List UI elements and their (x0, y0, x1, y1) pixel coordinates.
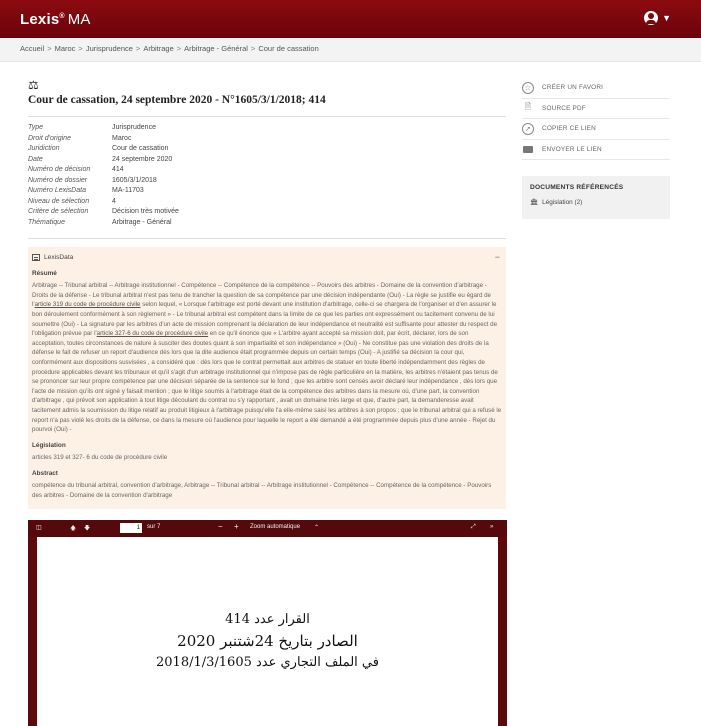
legislation-ref-label: Législation (2) (542, 198, 583, 206)
zoom-caret-icon: ⌃ (314, 525, 320, 531)
meta-row (28, 186, 506, 197)
meta-key: Numéro de décision (28, 166, 91, 173)
zoom-in-button[interactable]: + (234, 522, 239, 531)
meta-key: Type (28, 124, 44, 131)
meta-key: Numéro LexisData (28, 187, 86, 194)
meta-row (28, 176, 506, 187)
link-icon: ➚ (522, 123, 534, 135)
resume-text (32, 281, 502, 435)
pdf-viewer (28, 520, 507, 726)
pdf-icon: 🗎 (524, 102, 532, 112)
legislation-text: articles 319 et 327- 6 du code de procédure civile (32, 454, 168, 462)
meta-value: 414 (112, 166, 124, 173)
breadcrumb-separator: > (135, 44, 141, 53)
meta-key: Niveau de sélection (28, 197, 90, 205)
action-label: CRÉER UN FAVORI (542, 84, 604, 92)
case-file-line: في الملف التجاري عدد 2018/1/3/1605 (156, 655, 379, 670)
breadcrumb-separator: > (250, 44, 256, 53)
breadcrumb (0, 38, 701, 62)
meta-value: 4 (112, 197, 116, 205)
previous-page-icon[interactable]: 🡅 (70, 526, 77, 532)
user-menu[interactable] (644, 11, 671, 25)
logo-text: Lexis (20, 10, 60, 28)
mail-icon (523, 146, 533, 153)
divider (28, 116, 506, 117)
send-link-button[interactable] (522, 140, 670, 161)
action-label: COPIER CE LIEN (542, 125, 596, 133)
resume-part: selon lequel, « Lorsque l'arbitrage est porté devant une institution d'arbitrage, celle-ci se chargera de l'organiser et d'en assurer le bon déroulement conformément à son règlement » - Le tribunal arbitral est compétent dans la limite de ce que les parties ont expressément ou tacitement convenu de lui soumettre (Oui) - La signature par les arbitres d'un acte de mission comprenant la déclaration de leur indépendance et neutralité est suffisante pour attester du respect de l'obligation prévue par l' (32, 301, 498, 338)
lexisdata-title-text: LexisData (44, 254, 74, 261)
breadcrumb-separator: > (47, 44, 52, 53)
article-327-6-link[interactable]: article 327-6 du code de procédure civile (96, 330, 209, 338)
meta-key: Droit d'origine (28, 134, 71, 142)
pdf-toolbar (28, 520, 507, 537)
resume-part: en ce qu'il énonce que « L'arbitre ayant accepté sa mission doit, par écrit, déclarer, lors de son acceptation, toutes circonstances de nature à susciter des doutes quant à son impartialité et son indépendance » (Oui) - Ne constitue pas une violation des droits de la défense le fait de refuser un report d'audience dès lors que la dite audience était programmée depuis un certain temps (Oui) - A justifié sa décision la cour qui, conformément aux dispositions susvisées , a considéré que : dès lors que le contrat permettait aux arbitres de statuer en toute liberté indépendamment des règles de procédure applicables devant les tribunaux et qu'il s'agit d'un arbitrage institutionnel qui n'impose pas de règle particulière en la matière, les arbitres n'étaient pas tenus de se prononcer sur leur propre compétence par une décision séparée de la sentence sur le fond ; que les arbitre sont censés avoir déclaré leur indépendance , dès lors que l'acte de mission qu'ils ont signé y faisait mention ; que le litige soumis à l'arbitrage était de la compétence des arbitres dans la mesure où, d'une part, la convention d'arbitrage , qui prévoit son application à tout litige découlant du contrat ou s'y rapportant , avait un domaine très large et que, d'autre part, la demanderesse avait tacitement admis la soumission du litige relatif au produit litigieux à l'arbitrage puisqu'elle l'a elle-même saisi les arbitres à son propos ; que le tribunal arbitral qui a refusé le report n'a pas violé les droits de la défense, ce dans la mesure où l'audience pour laquelle le report a été demandé a été programmée depuis plus d'une année - Rejet du pourvoi (Oui) - (32, 330, 502, 434)
institution-icon: 🏛 (530, 199, 539, 206)
meta-key: Numéro de dossier (28, 176, 88, 184)
page-title: Cour de cassation, 24 septembre 2020 - N°1605/3/1/2018; 414 (28, 94, 326, 106)
zoom-out-button[interactable]: − (218, 522, 223, 531)
decision-date-line: الصادر بتاريخ 24شتنبر 2020 (177, 632, 358, 650)
meta-value: 1605/3/1/2018 (112, 176, 157, 184)
resume-label: Résumé (32, 269, 57, 277)
collapse-toggle[interactable]: − (494, 252, 500, 262)
action-label: SOURCE PDF (542, 104, 586, 112)
zoom-select[interactable]: Zoom automatique (250, 524, 301, 530)
page-number-input[interactable]: 1 (120, 523, 142, 533)
meta-key: Thématique (28, 218, 65, 226)
tools-menu-icon[interactable]: » (490, 524, 494, 530)
source-pdf-button[interactable] (522, 99, 670, 120)
meta-key: Critère de sélection (28, 208, 89, 215)
breadcrumb-current: Cour de cassation (258, 44, 319, 53)
meta-value: Décision très motivée (112, 208, 179, 215)
meta-row (28, 123, 506, 134)
breadcrumb-accueil[interactable]: Accueil (20, 44, 45, 53)
decision-number-line: القرار عدد 414 (225, 612, 310, 627)
action-label: ENVOYER LE LIEN (542, 145, 602, 153)
legislation-ref-link[interactable] (530, 198, 662, 206)
meta-value: Jurisprudence (112, 124, 156, 131)
meta-row (28, 134, 506, 145)
breadcrumb-maroc[interactable]: Maroc (54, 44, 76, 53)
meta-key: Juridiction (28, 145, 60, 152)
meta-row (28, 207, 506, 218)
referenced-documents-panel (522, 176, 670, 219)
meta-row (28, 197, 506, 208)
meta-key: Date (28, 155, 43, 163)
divider (28, 238, 506, 239)
abstract-text: compétence du tribunal arbitral, convention d'arbitrage, Arbitrage -- Tribunal arbitral -- Arbitrage institutionnel - Compétence -- Compétence de la compétence - Pouvoirs des arbitres - Domaine de la convention d'arbitrage (32, 482, 492, 500)
star-icon: ☆ (522, 82, 534, 94)
fullscreen-icon[interactable]: ⤢ (471, 524, 476, 530)
resume-part: Arbitrage -- Tribunal arbitral -- Arbitrage institutionnel - Compétence -- Compétence de la compétence -- Pouvoirs des arbitres - Domaine de la convention d'arbitrage - Droits de la défense - Le tribunal arbitral n'est pas tenu de trancher la question de sa compétence par une décision indépendante (Oui) - La règle se justifie eu égard de l' (32, 282, 491, 309)
copy-link-button[interactable] (522, 119, 670, 140)
logo-suffix: MA (67, 10, 91, 28)
page-total: sur 7 (147, 524, 161, 530)
meta-row (28, 155, 506, 166)
lexisdata-title (32, 253, 73, 263)
create-favorite-button[interactable] (522, 78, 670, 99)
document-main (28, 78, 506, 509)
top-bar (0, 0, 701, 38)
meta-value: 24 septembre 2020 (112, 155, 173, 163)
meta-row (28, 165, 506, 176)
referenced-documents-title: DOCUMENTS RÉFÉRENCÉS (530, 184, 624, 191)
meta-value: Cour de cassation (112, 145, 169, 152)
meta-row (28, 144, 506, 155)
right-sidebar (522, 78, 670, 219)
pdf-page (37, 537, 498, 726)
chevron-down-icon: ▼ (662, 13, 671, 23)
breadcrumb-jurisprudence[interactable]: Jurisprudence (85, 44, 133, 53)
legislation-label: Législation (32, 441, 66, 449)
breadcrumb-separator: > (176, 44, 182, 53)
sidebar-toggle-icon[interactable]: ◫ (36, 525, 42, 531)
logo-mark: ® (59, 12, 65, 20)
meta-row (28, 218, 506, 229)
document-metadata (28, 123, 506, 228)
breadcrumb-arbitrage-general[interactable]: Arbitrage - Général (184, 44, 248, 53)
lexisdata-header (32, 253, 502, 263)
article-319-link[interactable]: article 319 du code de procédure civile (34, 301, 141, 309)
meta-value: MA-11703 (112, 187, 144, 194)
abstract-label: Abstract (32, 469, 58, 477)
next-page-icon[interactable]: 🡇 (84, 526, 91, 532)
meta-value: Arbitrage - Général (112, 218, 172, 226)
user-icon (644, 11, 658, 25)
lexis-logo[interactable] (20, 11, 91, 28)
breadcrumb-arbitrage[interactable]: Arbitrage (143, 44, 174, 53)
breadcrumb-separator: > (78, 44, 83, 53)
meta-value: Maroc (112, 134, 132, 142)
lexisdata-panel (28, 247, 506, 509)
note-icon (32, 254, 40, 261)
scale-of-justice-icon: ⚖ (28, 78, 39, 92)
